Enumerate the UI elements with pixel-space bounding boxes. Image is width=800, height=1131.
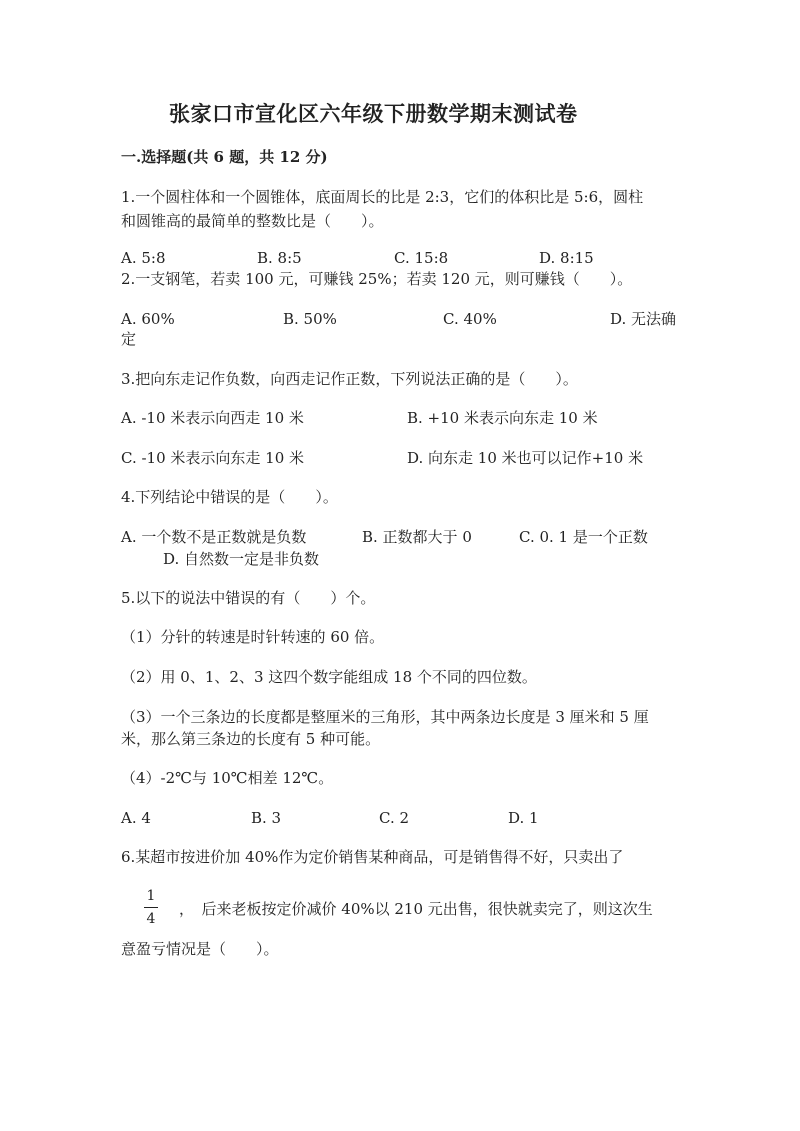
question-4-text: 4.下列结论中错误的是（ ）。 [121, 488, 338, 506]
question-6-text-end: 意盈亏情况是（ ）。 [121, 940, 279, 958]
question-6-text-cont: ， 后来老板按定价减价 40%以 210 元出售，很快就卖完了，则这次生 [179, 900, 653, 918]
q5-statement-4: （4）-2℃与 10℃相差 12℃。 [121, 769, 334, 787]
question-6-text: 6.某超市按进价加 40%作为定价销售某种商品，可是销售得不好，只卖出了 [121, 848, 624, 866]
q4-option-b[interactable]: B. 正数都大于 0 [362, 528, 472, 546]
q2-option-a[interactable]: A. 60% [121, 310, 175, 328]
fraction-bar [144, 907, 158, 908]
q4-option-d[interactable]: D. 自然数一定是非负数 [163, 550, 320, 568]
q1-option-d[interactable]: D. 8:15 [539, 249, 594, 267]
q3-option-c[interactable]: C. -10 米表示向东走 10 米 [121, 449, 305, 467]
q2-option-d-cont: 定 [121, 330, 137, 348]
q5-statement-3: （3）一个三条边的长度都是整厘米的三角形，其中两条边长度是 3 厘米和 5 厘 [121, 708, 649, 726]
q1-option-b[interactable]: B. 8:5 [257, 249, 302, 267]
q3-option-a[interactable]: A. -10 米表示向西走 10 米 [121, 409, 304, 427]
q5-statement-2: （2）用 0、1、2、3 这四个数字能组成 18 个不同的四位数。 [121, 668, 537, 686]
q5-option-c[interactable]: C. 2 [379, 809, 410, 827]
q4-option-c[interactable]: C. 0. 1 是一个正数 [519, 528, 648, 546]
question-2-text: 2.一支钢笔，若卖 100 元，可赚钱 25%；若卖 120 元，则可赚钱（ ）。 [121, 270, 633, 288]
q5-option-d[interactable]: D. 1 [508, 809, 539, 827]
q5-option-b[interactable]: B. 3 [251, 809, 282, 827]
q5-option-a[interactable]: A. 4 [121, 809, 151, 827]
q5-statement-1: （1）分针的转速是时针转速的 60 倍。 [121, 628, 385, 646]
question-1-text-cont: 和圆锥高的最简单的整数比是（ ）。 [121, 212, 384, 230]
q3-option-d[interactable]: D. 向东走 10 米也可以记作+10 米 [407, 449, 644, 467]
q2-option-b[interactable]: B. 50% [283, 310, 337, 328]
q4-option-a[interactable]: A. 一个数不是正数就是负数 [121, 528, 307, 546]
fraction-denominator: 4 [146, 911, 156, 927]
fraction-numerator: 1 [146, 888, 156, 904]
q5-statement-3-cont: 米，那么第三条边的长度有 5 种可能。 [121, 730, 381, 748]
section-heading: 一.选择题(共 6 题，共 12 分) [121, 148, 328, 166]
question-5-text: 5.以下的说法中错误的有（ ）个。 [121, 589, 376, 607]
q2-option-c[interactable]: C. 40% [443, 310, 497, 328]
q3-option-b[interactable]: B. +10 米表示向东走 10 米 [407, 409, 598, 427]
q1-option-c[interactable]: C. 15:8 [394, 249, 449, 267]
fraction-one-quarter [141, 888, 161, 927]
question-3-text: 3.把向东走记作负数，向西走记作正数，下列说法正确的是（ ）。 [121, 370, 578, 388]
q1-option-a[interactable]: A. 5:8 [121, 249, 166, 267]
q2-option-d[interactable]: D. 无法确 [610, 310, 677, 328]
page-title: 张家口市宣化区六年级下册数学期末测试卷 [169, 101, 578, 126]
question-1-text: 1.一个圆柱体和一个圆锥体，底面周长的比是 2:3，它们的体积比是 5:6，圆柱 [121, 188, 644, 206]
